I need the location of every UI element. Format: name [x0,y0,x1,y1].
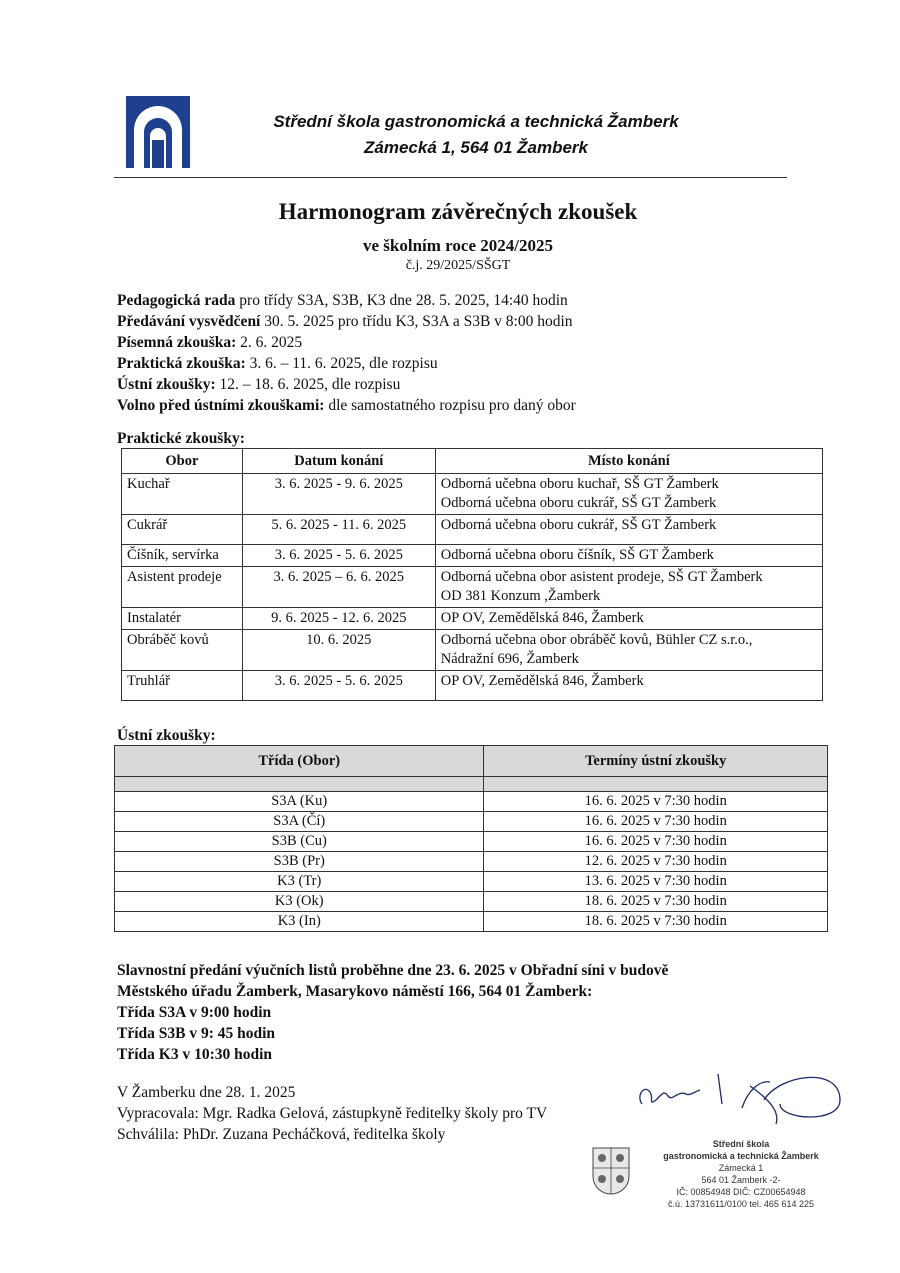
school-name: Střední škola gastronomická a technická Žamberk [273,112,679,131]
ceremony-line-1: Slavnostní předání výučních listů proběhne dne 23. 6. 2025 v Obřadní síni v budově [117,962,669,979]
table-row: S3B (Pr) 12. 6. 2025 v 7:30 hodin [115,852,828,872]
oral-exams-table [114,745,828,932]
column-header: Třída (Obor) [115,746,484,777]
table-row: K3 (Tr) 13. 6. 2025 v 7:30 hodin [115,872,828,892]
column-header: Datum konání [242,449,435,474]
table-row: Instalatér 9. 6. 2025 - 12. 6. 2025 OP OV, Zemědělská 846, Žamberk [122,608,823,630]
document-reference: č.j. 29/2025/SŠGT [405,258,511,273]
ceremony-time: Třída S3A v 9:00 hodin [117,1004,272,1021]
practical-section-label: Praktické zkoušky: [117,430,245,447]
info-line: Písemná zkouška: 2. 6. 2025 [117,334,303,351]
table-row: Asistent prodeje 3. 6. 2025 – 6. 6. 2025 Odborná učebna obor asistent prodeje, SŠ GT Žamberk OD 381 Konzum ,Žamberk [122,567,823,608]
oral-section-label: Ústní zkoušky: [117,727,216,744]
info-line: Předávání vysvědčení 30. 5. 2025 pro třídu K3, S3A a S3B v 8:00 hodin [117,313,573,330]
coat-of-arms-icon [591,1146,631,1196]
approved-by: Schválila: PhDr. Zuzana Pecháčková, ředitelka školy [117,1126,446,1143]
table-row: S3A (Čí) 16. 6. 2025 v 7:30 hodin [115,812,828,832]
ceremony-time: Třída K3 v 10:30 hodin [117,1046,273,1063]
info-line: Ústní zkoušky: 12. – 18. 6. 2025, dle rozpisu [117,376,401,393]
info-line: Pedagogická rada pro třídy S3A, S3B, K3 dne 28. 5. 2025, 14:40 hodin [117,292,568,309]
header-divider [114,177,787,178]
column-header: Obor [122,449,243,474]
table-row: K3 (Ok) 18. 6. 2025 v 7:30 hodin [115,892,828,912]
school-address: Zámecká 1, 564 01 Žamberk [364,138,588,157]
column-header: Místo konání [435,449,822,474]
table-row: Obráběč kovů 10. 6. 2025 Odborná učebna obor obráběč kovů, Bühler CZ s.r.o., Nádražní 696, Žamberk [122,630,823,671]
document-title: Harmonogram závěrečných zkoušek [278,199,638,224]
place-date: V Žamberku dne 28. 1. 2025 [117,1084,296,1101]
table-row: Cukrář 5. 6. 2025 - 11. 6. 2025 Odborná učebna oboru cukrář, SŠ GT Žamberk [122,515,823,545]
table-row: Číšník, servírka 3. 6. 2025 - 5. 6. 2025 Odborná učebna oboru číšník, SŠ GT Žamberk [122,545,823,567]
ceremony-time: Třída S3B v 9: 45 hodin [117,1025,276,1042]
table-row: S3B (Cu) 16. 6. 2025 v 7:30 hodin [115,832,828,852]
prepared-by: Vypracovala: Mgr. Radka Gelová, zástupkyně ředitelky školy pro TV [117,1105,548,1122]
table-row: S3A (Ku) 16. 6. 2025 v 7:30 hodin [115,792,828,812]
table-row: K3 (In) 18. 6. 2025 v 7:30 hodin [115,912,828,932]
column-header: Termíny ústní zkoušky [484,746,828,777]
signature-drawing [630,1060,850,1130]
school-stamp: Střední škola gastronomická a technická Žamberk Zámecká 1 564 01 Žamberk -2- IČ: 00854948 DIČ: CZ00654948 č.ú. 13731611/0100 tel. 465 614 225 [663,1139,819,1209]
table-row: Truhlář 3. 6. 2025 - 5. 6. 2025 OP OV, Zemědělská 846, Žamberk [122,671,823,701]
document-subtitle: ve školním roce 2024/2025 [363,236,553,255]
info-line: Praktická zkouška: 3. 6. – 11. 6. 2025, dle rozpisu [117,355,438,372]
table-row: Kuchař 3. 6. 2025 - 9. 6. 2025 Odborná učebna oboru kuchař, SŠ GT Žamberk Odborná učebna oboru cukrář, SŠ GT Žamberk [122,474,823,515]
info-line: Volno před ústními zkouškami: dle samostatného rozpisu pro daný obor [117,397,576,414]
practical-exams-table [121,448,823,701]
ceremony-line-2: Městského úřadu Žamberk, Masarykovo náměstí 166, 564 01 Žamberk: [117,983,593,1000]
